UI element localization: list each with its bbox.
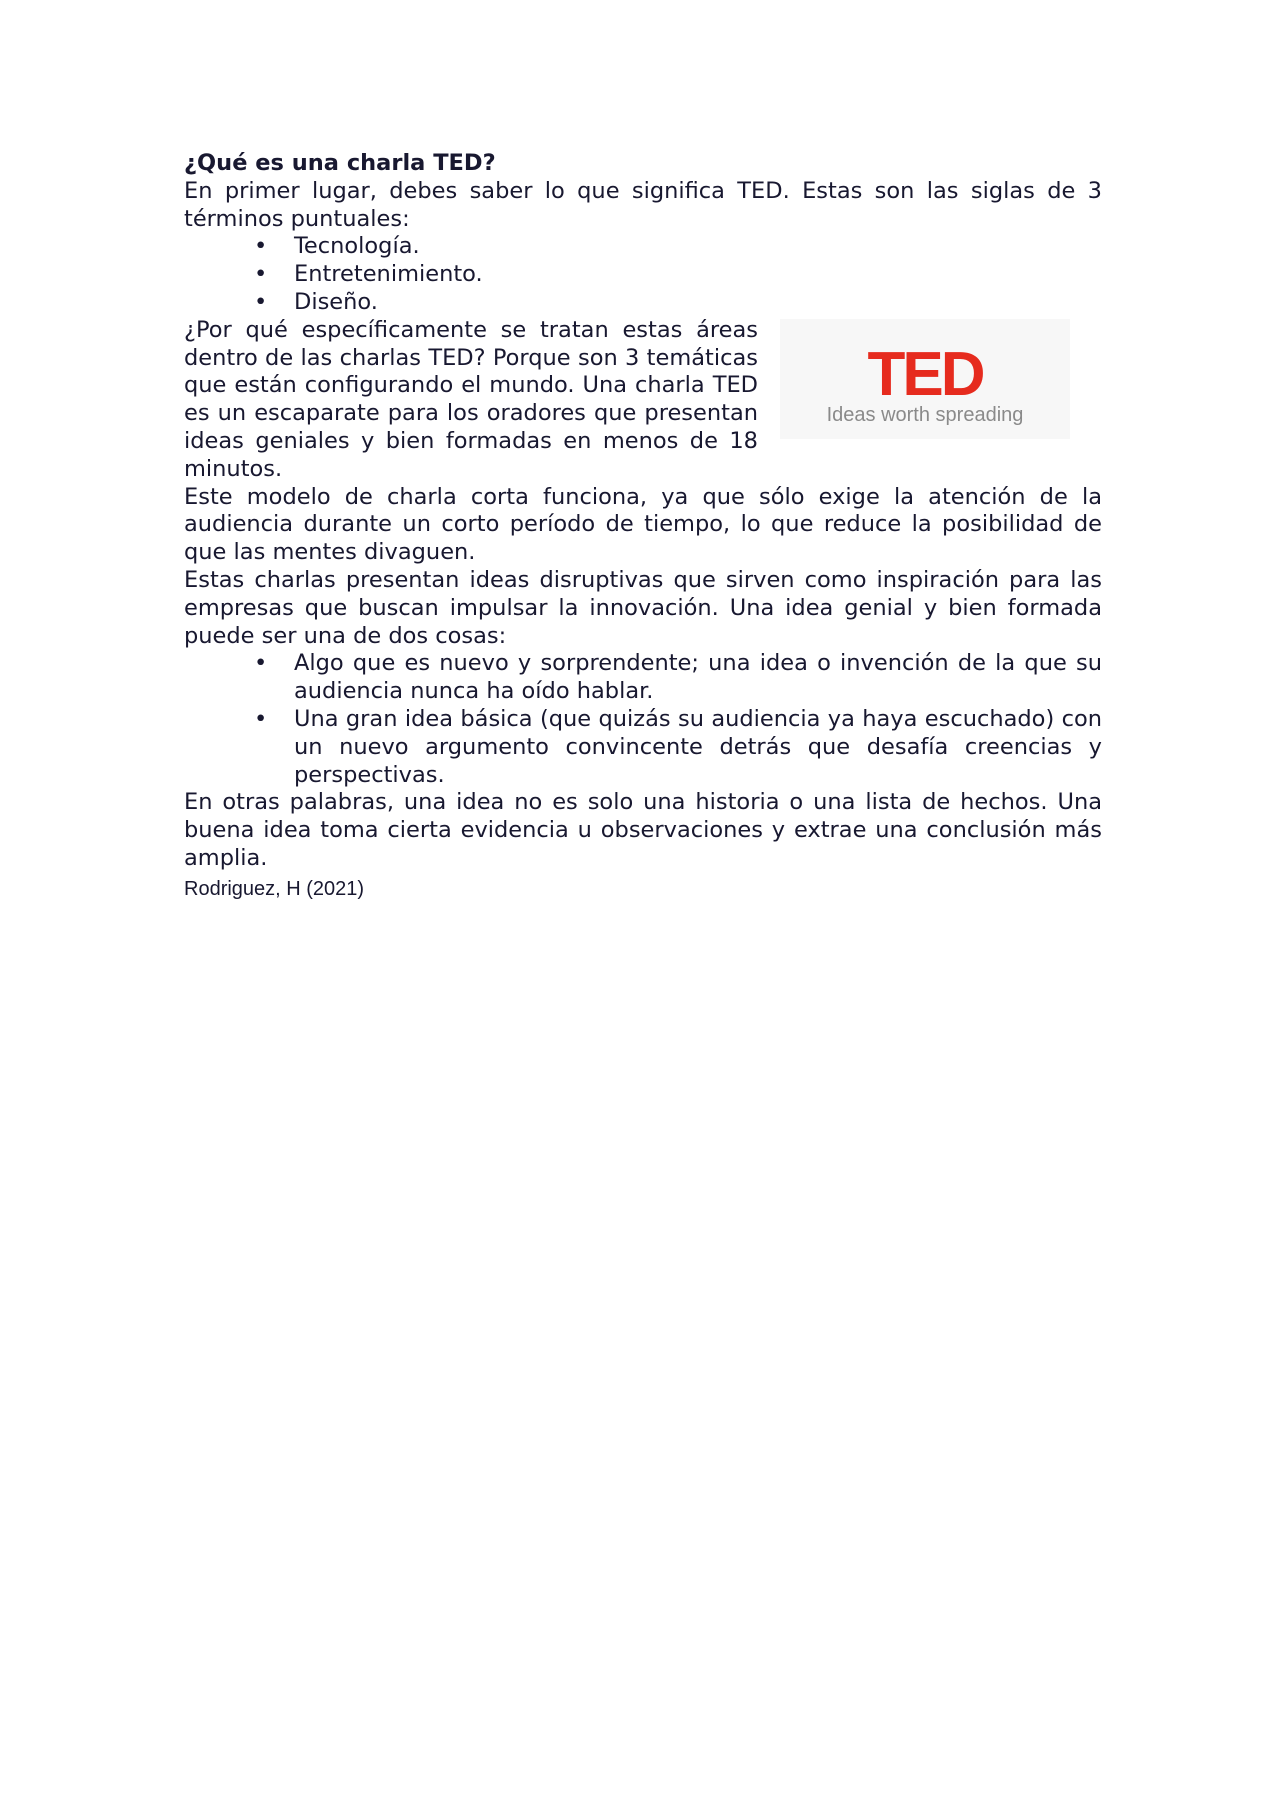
document-title: ¿Qué es una charla TED? [184,150,496,176]
document-body [184,150,1102,902]
intro-paragraph: En primer lugar, debes saber lo que significa TED. Estas son las siglas de 3 términos puntuales: [184,177,1102,232]
ted-logo-mark: TED [867,339,983,409]
ted-logo-tagline: Ideas worth spreading [826,403,1024,426]
list-item: • Diseño. [184,289,1102,317]
ted-logo-image [780,319,1070,439]
list-item: • Algo que es nuevo y sorprendente; una idea o invención de la que su audiencia nunca ha oído hablar. [184,650,1102,706]
model-paragraph: Este modelo de charla corta funciona, ya que sólo exige la atención de la audiencia durante un corto período de tiempo, lo que reduce la posibilidad de que las mentes divaguen. [184,483,1102,566]
list-item: • Tecnología. [184,233,1102,261]
citation: Rodriguez, H (2021) [184,877,365,900]
ideas-paragraph: Estas charlas presentan ideas disruptivas que sirven como inspiración para las empresas que buscan impulsar la innovación. Una idea genial y bien formada puede ser una de dos cosas: [184,566,1102,649]
idea-types-list [184,650,1102,789]
terms-list [184,233,1102,316]
list-item: • Una gran idea básica (que quizás su audiencia ya haya escuchado) con un nuevo argumento convincente detrás que desafía creencias y perspectivas. [184,706,1102,789]
conclusion-paragraph: En otras palabras, una idea no es solo una historia o una lista de hechos. Una buena idea toma cierta evidencia u observaciones y extrae una conclusión más amplia. [184,789,1102,871]
list-item: • Entretenimiento. [184,261,1102,289]
why-paragraph: ¿Por qué específicamente se tratan estas áreas dentro de las charlas TED? Porque son 3 temáticas que están configurando el mundo. Una charla TED es un escaparate para los oradores que presentan ideas geniales y bien formadas en menos de 18 minutos. [184,316,758,482]
